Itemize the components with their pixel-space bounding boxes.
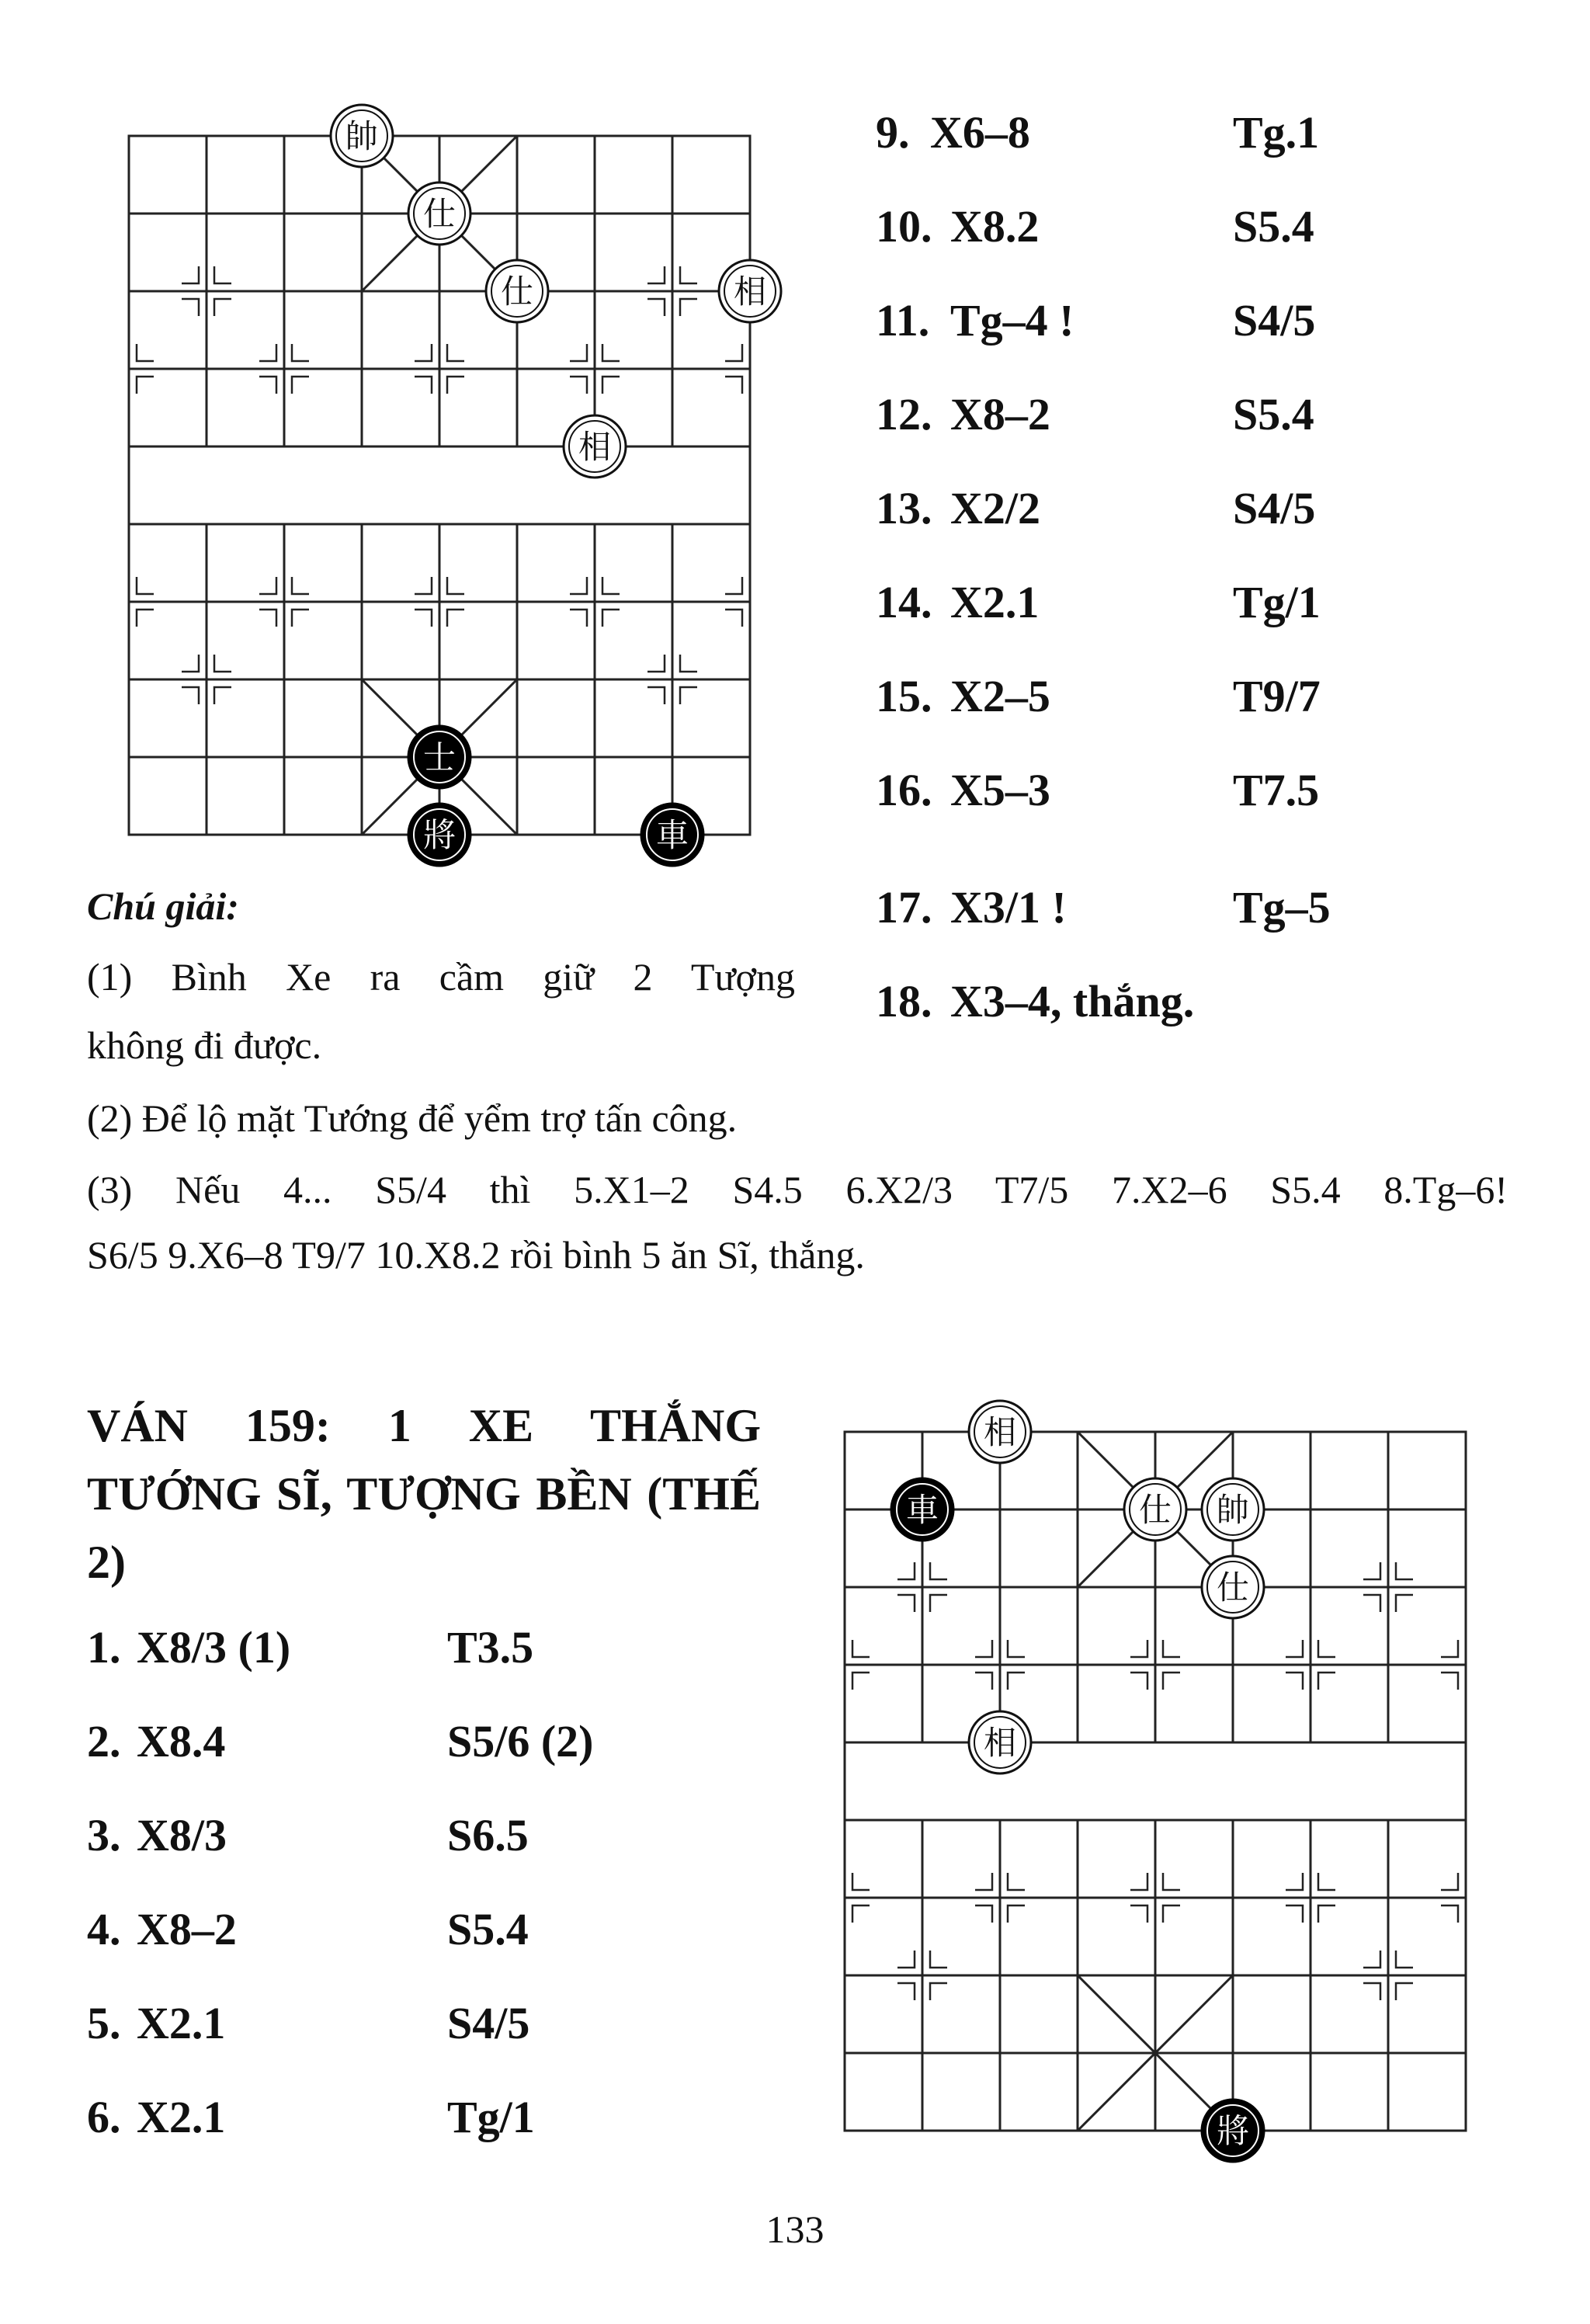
piece-label: 士 <box>422 738 457 776</box>
position-marker <box>1130 1640 1147 1657</box>
piece-label: 仕 <box>422 195 457 233</box>
position-marker <box>680 687 697 704</box>
move-red: X5–3 <box>950 765 1050 815</box>
position-marker <box>852 1873 870 1890</box>
move-red: X2.1 <box>137 1998 226 2048</box>
red-piece <box>1202 1478 1264 1541</box>
position-marker <box>975 1673 992 1690</box>
position-marker <box>897 1595 915 1612</box>
position-marker <box>975 1905 992 1923</box>
position-marker <box>447 344 464 361</box>
move-red: X2.1 <box>950 577 1040 627</box>
position-marker <box>1318 1640 1335 1657</box>
piece-label: 仕 <box>1216 1568 1250 1607</box>
position-marker <box>647 655 665 672</box>
position-marker <box>930 1951 947 1968</box>
move-red: X3/1 ! <box>950 882 1067 933</box>
position-marker <box>1441 1640 1458 1657</box>
move-red: X6–8 <box>930 107 1030 158</box>
position-marker <box>1163 1873 1180 1890</box>
move-black: Tg/1 <box>447 2092 535 2142</box>
position-marker <box>602 610 620 627</box>
move-black: S4/5 <box>447 1998 530 2048</box>
position-marker <box>292 610 309 627</box>
position-marker <box>570 344 587 361</box>
position-marker <box>259 377 276 394</box>
position-marker <box>930 1983 947 2000</box>
position-marker <box>897 1983 915 2000</box>
position-marker <box>1008 1640 1025 1657</box>
move-black: S5.4 <box>1233 389 1314 439</box>
piece-label: 車 <box>655 816 689 854</box>
red-piece <box>408 182 470 245</box>
position-marker <box>1441 1673 1458 1690</box>
position-marker <box>1318 1873 1335 1890</box>
position-marker <box>1130 1905 1147 1923</box>
position-marker <box>292 377 309 394</box>
position-marker <box>680 266 697 283</box>
page-number: 133 <box>765 2208 825 2251</box>
position-marker <box>214 266 231 283</box>
position-marker <box>725 377 742 394</box>
board-1-svg <box>128 117 767 854</box>
position-marker <box>1286 1873 1303 1890</box>
move-number: 6. <box>87 2092 121 2142</box>
move-number: 10. <box>876 201 932 252</box>
position-marker <box>137 377 154 394</box>
move-black: Tg–5 <box>1233 882 1331 933</box>
position-marker <box>182 299 199 316</box>
piece-label: 將 <box>1216 2112 1250 2150</box>
red-piece <box>486 260 548 322</box>
piece-label: 相 <box>733 273 767 311</box>
red-piece <box>969 1711 1031 1773</box>
move-number: 2. <box>87 1716 121 1766</box>
position-marker <box>1163 1673 1180 1690</box>
position-marker <box>447 577 464 594</box>
red-piece <box>331 105 393 167</box>
move-number: 17. <box>876 882 932 933</box>
red-piece <box>1202 1556 1264 1618</box>
move-black: S4/5 <box>1233 483 1316 533</box>
position-marker <box>1130 1673 1147 1690</box>
position-marker <box>647 299 665 316</box>
position-marker <box>137 610 154 627</box>
black-piece <box>641 804 703 866</box>
position-marker <box>447 610 464 627</box>
black-piece <box>1202 2100 1264 2162</box>
piece-label: 帥 <box>345 117 379 155</box>
move-number: 5. <box>87 1998 121 2048</box>
position-marker <box>137 344 154 361</box>
move-number: 18. <box>876 976 932 1027</box>
piece-label: 將 <box>422 816 457 854</box>
position-marker <box>1163 1905 1180 1923</box>
position-marker <box>292 577 309 594</box>
piece-label: 相 <box>578 428 612 466</box>
position-marker <box>852 1673 870 1690</box>
move-red: X2/2 <box>950 483 1040 533</box>
move-black: Tg.1 <box>1233 107 1320 158</box>
position-marker <box>852 1905 870 1923</box>
move-black: T9/7 <box>1233 671 1321 721</box>
position-marker <box>1396 1562 1413 1579</box>
position-marker <box>1441 1905 1458 1923</box>
position-marker <box>415 344 432 361</box>
piece-label: 車 <box>905 1491 939 1529</box>
position-marker <box>1318 1673 1335 1690</box>
position-marker <box>1396 1951 1413 1968</box>
move-number: 1. <box>87 1622 121 1673</box>
position-marker <box>1286 1673 1303 1690</box>
piece-label: 仕 <box>500 273 534 311</box>
xiangqi-board-2 <box>844 1413 1467 2150</box>
move-black: Tg/1 <box>1233 577 1321 627</box>
position-marker <box>1441 1873 1458 1890</box>
xiangqi-board-1 <box>128 117 767 854</box>
position-marker <box>725 610 742 627</box>
position-marker <box>725 577 742 594</box>
position-marker <box>182 655 199 672</box>
position-marker <box>680 299 697 316</box>
position-marker <box>415 610 432 627</box>
position-marker <box>1008 1873 1025 1890</box>
position-marker <box>259 344 276 361</box>
position-marker <box>897 1562 915 1579</box>
move-red: X8.4 <box>137 1716 226 1766</box>
board-2-svg <box>844 1413 1467 2150</box>
note-1-line-1: (1) Bình Xe ra cầm giữ 2 Tượng <box>87 955 795 999</box>
position-marker <box>975 1640 992 1657</box>
red-piece <box>969 1401 1031 1463</box>
position-marker <box>975 1873 992 1890</box>
position-marker <box>930 1562 947 1579</box>
piece-label: 帥 <box>1216 1491 1250 1529</box>
move-red: X8–2 <box>950 389 1050 439</box>
move-black: S5.4 <box>1233 201 1314 252</box>
position-marker <box>1396 1595 1413 1612</box>
game-159-title: VÁN 159: 1 XE THẮNG TƯỚNG SĨ, TƯỢNG BỀN (THẾ 2) <box>87 1400 761 1588</box>
move-red: X8/3 <box>137 1810 227 1860</box>
position-marker <box>852 1640 870 1657</box>
move-number: 3. <box>87 1810 121 1860</box>
position-marker <box>1008 1905 1025 1923</box>
position-marker <box>1286 1640 1303 1657</box>
position-marker <box>1396 1983 1413 2000</box>
position-marker <box>259 610 276 627</box>
position-marker <box>415 377 432 394</box>
position-marker <box>1363 1595 1380 1612</box>
move-red: X8.2 <box>950 201 1040 252</box>
position-marker <box>292 344 309 361</box>
black-piece <box>408 726 470 788</box>
move-number: 15. <box>876 671 932 721</box>
position-marker <box>182 687 199 704</box>
position-marker <box>647 687 665 704</box>
position-marker <box>182 266 199 283</box>
position-marker <box>1363 1951 1380 1968</box>
move-number: 14. <box>876 577 932 627</box>
move-number: 13. <box>876 483 932 533</box>
move-black: T3.5 <box>447 1622 534 1673</box>
move-number: 9. <box>876 107 910 158</box>
note-3-line-2: S6/5 9.X6–8 T9/7 10.X8.2 rồi bình 5 ăn Sĩ, thắng. <box>87 1233 865 1277</box>
red-piece <box>564 415 626 478</box>
position-marker <box>680 655 697 672</box>
position-marker <box>930 1595 947 1612</box>
position-marker <box>570 610 587 627</box>
note-1-line-2: không đi được. <box>87 1023 322 1067</box>
black-piece <box>408 804 470 866</box>
move-black: S5/6 (2) <box>447 1716 594 1766</box>
position-marker <box>602 577 620 594</box>
move-black: S4/5 <box>1233 295 1316 346</box>
move-number: 12. <box>876 389 932 439</box>
position-marker <box>447 377 464 394</box>
move-red: X8/3 (1) <box>137 1622 291 1673</box>
position-marker <box>602 344 620 361</box>
position-marker <box>214 655 231 672</box>
position-marker <box>647 266 665 283</box>
move-number: 16. <box>876 765 932 815</box>
red-piece <box>719 260 781 322</box>
position-marker <box>214 299 231 316</box>
position-marker <box>415 577 432 594</box>
move-red: Tg–4 ! <box>950 295 1074 346</box>
move-black: S5.4 <box>447 1904 529 1954</box>
notes-title: Chú giải: <box>87 884 239 928</box>
position-marker <box>1363 1562 1380 1579</box>
position-marker <box>214 687 231 704</box>
move-number: 11. <box>876 295 930 346</box>
position-marker <box>137 577 154 594</box>
piece-label: 相 <box>983 1413 1017 1451</box>
position-marker <box>725 344 742 361</box>
piece-label: 相 <box>983 1724 1017 1762</box>
position-marker <box>1130 1873 1147 1890</box>
black-piece <box>891 1478 953 1541</box>
position-marker <box>1318 1905 1335 1923</box>
note-3-line-1: (3) Nếu 4... S5/4 thì 5.X1–2 S4.5 6.X2/3 T7/5 7.X2–6 S5.4 8.Tg–6! <box>87 1168 1508 1211</box>
move-black: T7.5 <box>1233 765 1320 815</box>
move-black: S6.5 <box>447 1810 529 1860</box>
position-marker <box>897 1951 915 1968</box>
position-marker <box>570 377 587 394</box>
red-piece <box>1124 1478 1186 1541</box>
piece-label: 仕 <box>1138 1491 1172 1529</box>
move-red: X2–5 <box>950 671 1050 721</box>
move-red: X3–4, thắng. <box>950 976 1195 1027</box>
position-marker <box>259 577 276 594</box>
position-marker <box>1008 1673 1025 1690</box>
move-number: 4. <box>87 1904 121 1954</box>
position-marker <box>1363 1983 1380 2000</box>
position-marker <box>602 377 620 394</box>
note-2: (2) Để lộ mặt Tướng để yểm trợ tấn công. <box>87 1096 738 1140</box>
move-red: X8–2 <box>137 1904 237 1954</box>
position-marker <box>570 577 587 594</box>
move-red: X2.1 <box>137 2092 226 2142</box>
position-marker <box>1163 1640 1180 1657</box>
position-marker <box>1286 1905 1303 1923</box>
